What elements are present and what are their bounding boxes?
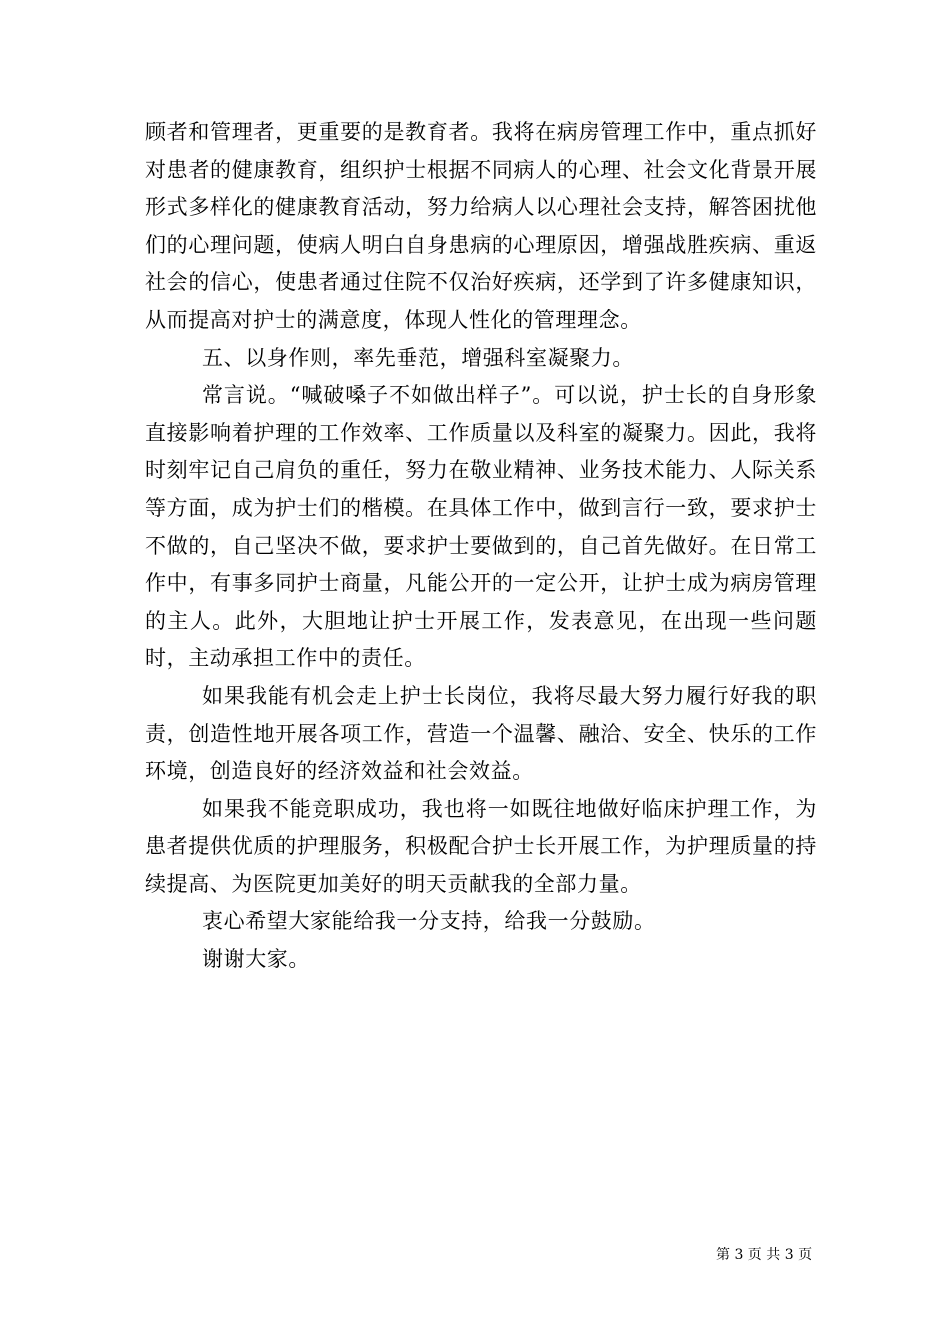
document-body [145,114,817,979]
page-number-footer: 第 3 页 共 3 页 [716,1247,813,1263]
section-heading-five: 五、以身作则，率先垂范，增强科室凝聚力。 [202,345,634,370]
paragraph-4: 如果我能有机会走上护士长岗位，我将尽最大努力履行好我的职责，创造性地开展各项工作，营造一个温馨、融洽、安全、快乐的工作环境，创造良好的经济效益和社会效益。 [145,683,817,784]
paragraph-5: 如果我不能竞职成功，我也将一如既往地做好临床护理工作，为患者提供优质的护理服务，积极配合护士长开展工作，为护理质量的持续提高、为医院更加美好的明天贡献我的全部力量。 [145,796,817,896]
paragraph-1: 顾者和管理者，更重要的是教育者。我将在病房管理工作中，重点抓好对患者的健康教育，组织护士根据不同病人的心理、社会文化背景开展形式多样化的健康教育活动，努力给病人以心理社会支持，解答困扰他们的心理问题，使病人明白自身患病的心理原因，增强战胜疾病、重返社会的信心，使患者通过住院不仅治好疾病，还学到了许多健康知识，从而提高对护士的满意度，体现人性化的管理理念。 [145,120,817,332]
closing-thanks: 谢谢大家。 [202,947,310,972]
paragraph-3: 常言说。“喊破嗓子不如做出样子”。可以说，护士长的自身形象直接影响着护理的工作效率、工作质量以及科室的凝聚力。因此，我将时刻牢记自己肩负的重任，努力在敬业精神、业务技术能力、人际关系等方面，成为护士们的楷模。在具体工作中，做到言行一致，要求护士不做的，自己坚决不做，要求护士要做到的，自己首先做好。在日常工作中，有事多同护士商量，凡能公开的一定公开，让护士成为病房管理的主人。此外，大胆地让护士开展工作，发表意见，在出现一些问题时，主动承担工作中的责任。 [145,383,817,671]
paragraph-6: 衷心希望大家能给我一分支持，给我一分鼓励。 [202,909,656,934]
